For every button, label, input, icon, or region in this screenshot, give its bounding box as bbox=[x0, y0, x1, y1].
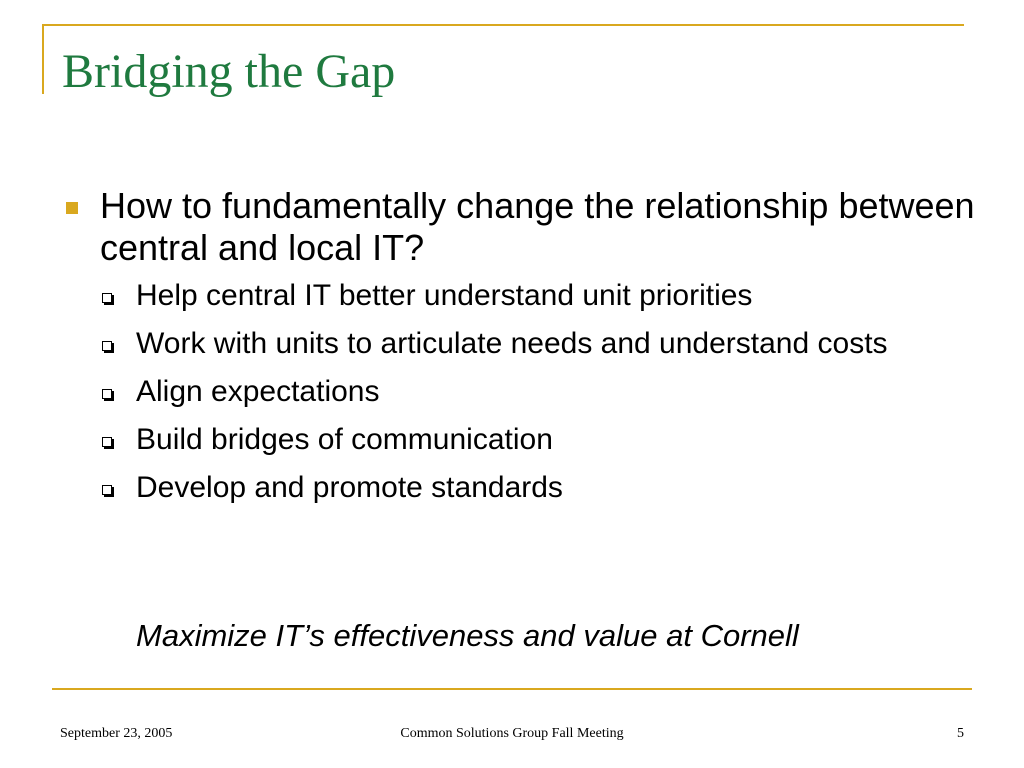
hollow-square-bullet-icon bbox=[102, 293, 112, 303]
hollow-square-bullet-icon bbox=[102, 437, 112, 447]
hollow-square-bullet-icon bbox=[102, 341, 112, 351]
sub-bullet-text: Align expectations bbox=[136, 375, 380, 408]
main-bullet-item bbox=[62, 185, 982, 269]
hollow-square-bullet-icon bbox=[102, 389, 112, 399]
footer-divider bbox=[52, 688, 972, 690]
sub-bullet-text: Build bridges of communication bbox=[136, 423, 553, 456]
title-corner-rule-left bbox=[42, 24, 44, 94]
sub-bullet-item bbox=[62, 325, 982, 363]
slide-tagline: Maximize IT’s effectiveness and value at Cornell bbox=[136, 618, 799, 653]
title-corner-rule-top bbox=[42, 24, 964, 26]
footer-event: Common Solutions Group Fall Meeting bbox=[400, 726, 624, 741]
bullet-list bbox=[62, 185, 982, 517]
sub-bullet-item bbox=[62, 277, 982, 315]
sub-bullet-text: Help central IT better understand unit priorities bbox=[136, 279, 753, 312]
sub-bullet-item bbox=[62, 373, 982, 411]
sub-bullet-item bbox=[62, 421, 982, 459]
page-number: 5 bbox=[957, 726, 964, 741]
hollow-square-bullet-icon bbox=[102, 485, 112, 495]
sub-bullet-text: Develop and promote standards bbox=[136, 471, 563, 504]
footer-date: September 23, 2005 bbox=[60, 726, 173, 741]
sub-bullet-text: Work with units to articulate needs and understand costs bbox=[136, 327, 888, 360]
main-bullet-text: How to fundamentally change the relationship between central and local IT? bbox=[100, 185, 975, 268]
square-bullet-icon bbox=[66, 202, 78, 214]
slide-title: Bridging the Gap bbox=[62, 45, 396, 98]
sub-bullet-item bbox=[62, 469, 982, 507]
sub-bullet-list bbox=[62, 277, 982, 507]
